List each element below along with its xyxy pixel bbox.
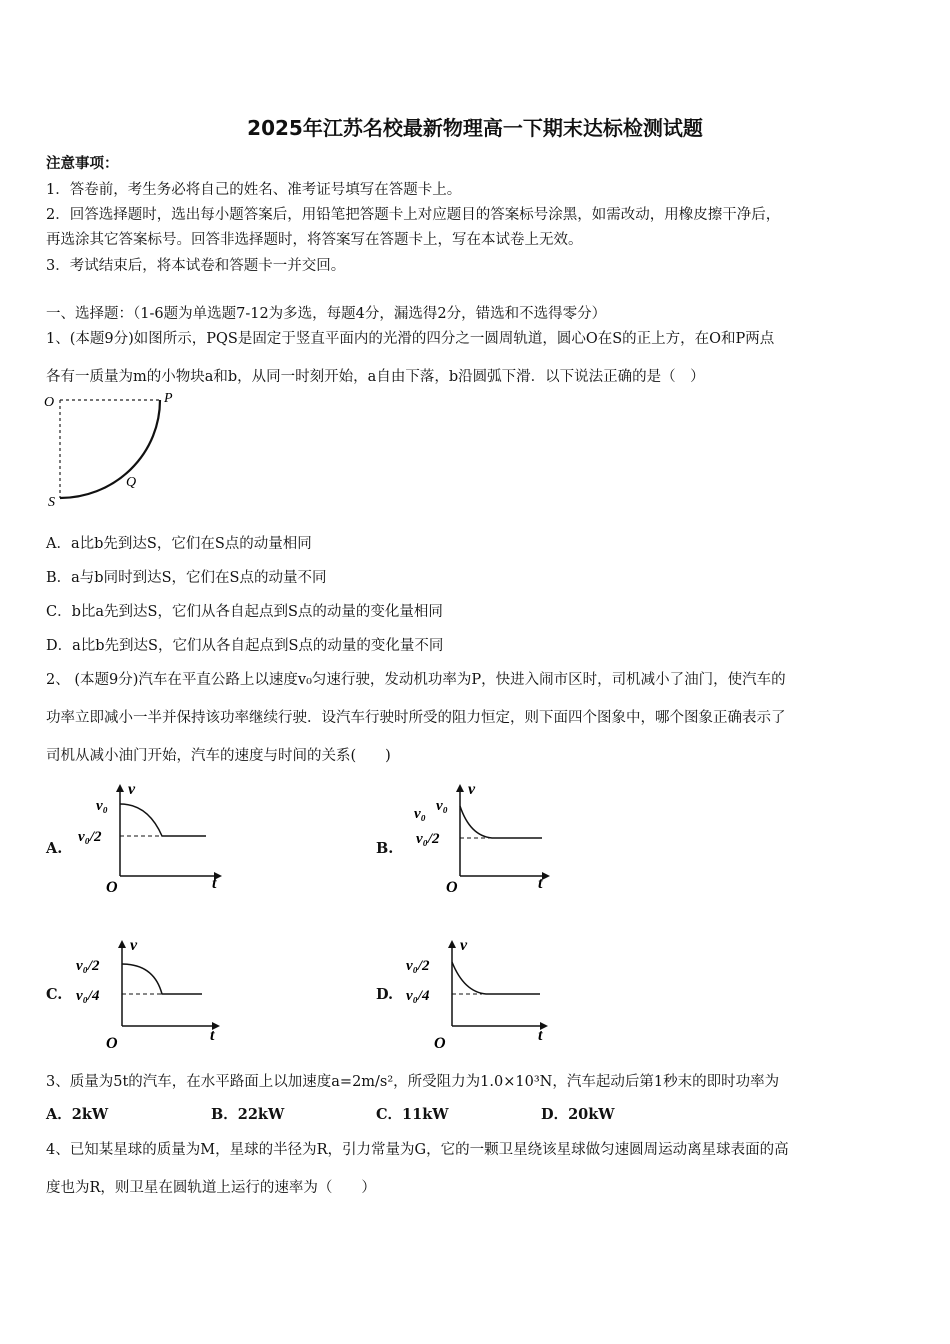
- tick-top: v₀: [436, 798, 448, 814]
- q3-stem: 3、质量为5t的汽车，在水平路面上以加速度a=2m/s²，所受阻力为1.0×10³N，汽车起动后第1秒末的即时功率为: [46, 1074, 780, 1090]
- q1-option-a: A．a比b先到达S，它们在S点的动量相同: [46, 536, 312, 552]
- section-heading: 一、选择题：（1-6题为单选题7-12为多选，每题4分，漏选得2分，错选和不选得零分）: [46, 306, 607, 322]
- tick-top: v₀/2: [76, 958, 100, 974]
- origin-o: O: [106, 1035, 118, 1052]
- tick-mid: v₀/2: [416, 831, 440, 847]
- q2-stem-line3: 司机从减小油门开始，汽车的速度与时间的关系( ): [46, 748, 391, 764]
- q3-option-b: B．22kW: [211, 1106, 285, 1123]
- tick-mid: v₀/2: [78, 829, 102, 845]
- q1-option-b: B．a与b同时到达S，它们在S点的动量不同: [46, 570, 327, 586]
- q1-label-q: Q: [126, 475, 137, 490]
- q1-figure: [40, 390, 180, 510]
- q2-graph-d-label: D.: [376, 986, 394, 1003]
- q1-label-p: P: [164, 391, 173, 406]
- q1-option-d: D．a比b先到达S，它们从各自起点到S点的动量的变化量不同: [46, 638, 444, 654]
- q4-stem-line2: 度也为R，则卫星在圆轨道上运行的速率为（ ）: [46, 1180, 376, 1196]
- q1-stem-line1: 1、(本题9分)如图所示，PQS是固定于竖直平面内的光滑的四分之一圆周轨道，圆心O在S的正上方，在O和P两点: [46, 331, 775, 347]
- q1-arc: [60, 400, 160, 498]
- q3-option-c: C．11kW: [376, 1106, 449, 1123]
- q1-label-o: O: [44, 395, 55, 410]
- tick-top: v₀: [96, 798, 108, 814]
- q1-option-c: C．b比a先到达S，它们从各自起点到S点的动量的变化量相同: [46, 604, 443, 620]
- tick-top: v₀/2: [406, 958, 430, 974]
- q2-stem-line2: 功率立即减小一半并保持该功率继续行驶．设汽车行驶时所受的阻力恒定，则下面四个图象中，哪个图象正确表示了: [46, 710, 786, 726]
- notice-item: 3．考试结束后，将本试卷和答题卡一并交回。: [46, 258, 346, 274]
- notice-item: 1．答卷前，考生务必将自己的姓名、准考证号填写在答题卡上。: [46, 182, 462, 198]
- q2-graph-a: [78, 780, 230, 898]
- q2-graph-c: [76, 936, 226, 1054]
- q4-stem-line1: 4、已知某星球的质量为M，星球的半径为R，引力常量为G，它的一颗卫星绕该星球做匀速圆周运动离星球表面的高: [46, 1142, 789, 1158]
- notice-heading: 注意事项：: [46, 155, 119, 172]
- tick-top-left: v₀: [414, 806, 426, 822]
- q2-stem-line1: 2、 (本题9分)汽车在平直公路上以速度v₀匀速行驶，发动机功率为P，快进入闹市区时，司机减小了油门，使汽车的: [46, 672, 786, 688]
- q1-stem-line2: 各有一质量为m的小物块a和b，从同一时刻开始，a自由下落，b沿圆弧下滑．以下说法正确的是（ ）: [46, 369, 705, 385]
- axis-v: v: [460, 937, 468, 954]
- axis-t: t: [538, 1027, 543, 1044]
- notice-item: 2．回答选择题时，选出每小题答案后，用铅笔把答题卡上对应题目的答案标号涂黑，如需改动，用橡皮擦干净后，: [46, 207, 781, 223]
- axis-v: v: [130, 937, 138, 954]
- axis-t: t: [538, 875, 543, 892]
- q2-graph-d: [404, 936, 554, 1054]
- axis-t: t: [212, 875, 217, 892]
- q2-graph-c-label: C.: [46, 986, 63, 1003]
- q3-option-d: D．20kW: [541, 1106, 615, 1123]
- q3-option-a: A．2kW: [46, 1106, 109, 1123]
- tick-mid: v₀/4: [406, 988, 430, 1004]
- axis-v: v: [128, 781, 136, 798]
- origin-o: O: [106, 879, 118, 896]
- notice-item: 再选涂其它答案标号。回答非选择题时，将答案写在答题卡上，写在本试卷上无效。: [46, 232, 583, 248]
- q1-label-s: S: [48, 495, 55, 510]
- axis-v: v: [468, 781, 476, 798]
- page-title: 2025年江苏名校最新物理高一下期末达标检测试题: [247, 116, 703, 140]
- axis-t: t: [210, 1027, 215, 1044]
- tick-mid: v₀/4: [76, 988, 100, 1004]
- origin-o: O: [446, 879, 458, 896]
- q2-graph-b-label: B.: [376, 840, 394, 857]
- origin-o: O: [434, 1035, 446, 1052]
- q2-graph-b: [410, 780, 550, 898]
- q2-graph-a-label: A.: [46, 840, 63, 857]
